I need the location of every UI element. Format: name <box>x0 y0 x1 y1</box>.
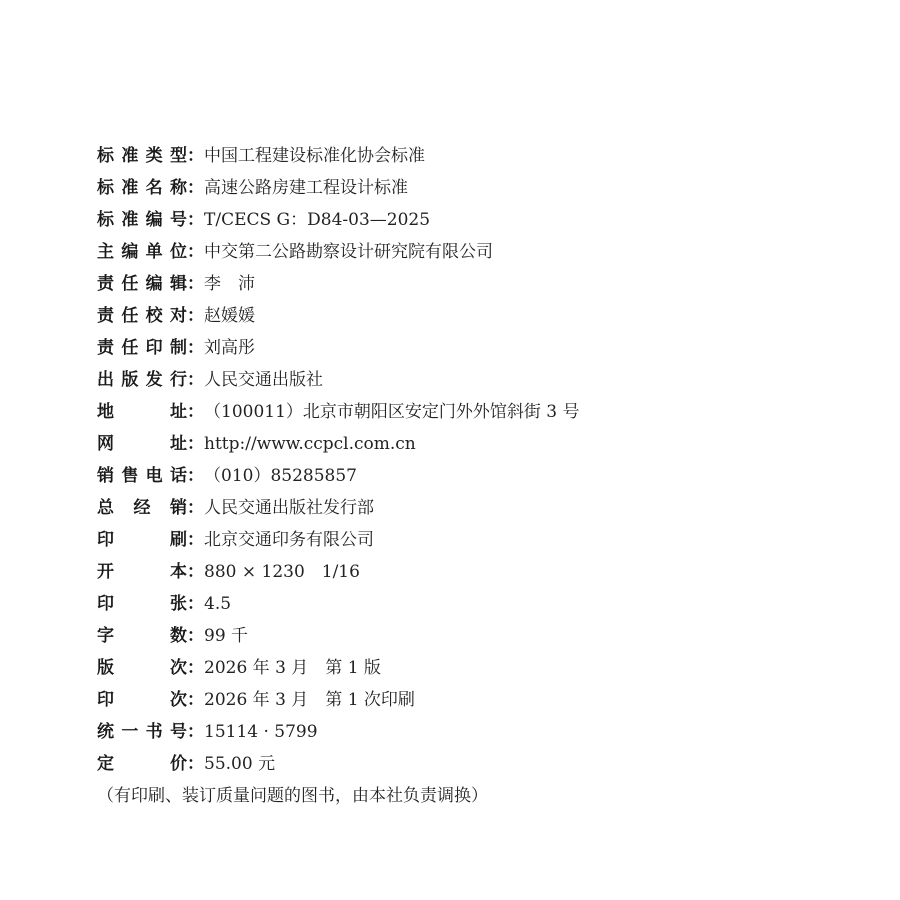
row-general-distributor <box>97 492 857 524</box>
price-value: 55.00 元 <box>204 754 276 774</box>
proofreader-value: 赵媛媛 <box>204 306 255 326</box>
colon: ： <box>187 146 204 166</box>
colon: ： <box>187 402 204 422</box>
standard-type-value: 中国工程建设标准化协会标准 <box>204 146 425 166</box>
quality-note: （有印刷、装订质量问题的图书，由本社负责调换） <box>97 786 488 806</box>
row-standard-number <box>97 204 857 236</box>
row-proofreader <box>97 300 857 332</box>
colon: ： <box>187 370 204 390</box>
print-supervisor-label: 责任印制 <box>97 338 187 358</box>
word-count-value: 99 千 <box>204 626 249 646</box>
colon: ： <box>187 498 204 518</box>
colon: ： <box>187 434 204 454</box>
standard-number-value: T/CECS G：D84-03—2025 <box>204 210 431 230</box>
publisher-value: 人民交通出版社 <box>204 370 323 390</box>
row-printer <box>97 524 857 556</box>
row-format <box>97 556 857 588</box>
row-word-count <box>97 620 857 652</box>
colon: ： <box>187 466 204 486</box>
colon: ： <box>187 530 204 550</box>
website-label: 网 址 <box>97 434 187 454</box>
printing-value: 2026 年 3 月 第 1 次印刷 <box>204 690 415 710</box>
format-label: 开 本 <box>97 562 187 582</box>
colon: ： <box>187 594 204 614</box>
colophon-info <box>97 140 857 812</box>
row-price <box>97 748 857 780</box>
colon: ： <box>187 338 204 358</box>
format-value: 880 × 1230 1/16 <box>204 562 360 582</box>
website-value: http://www.ccpcl.com.cn <box>204 434 416 454</box>
row-edition <box>97 652 857 684</box>
standard-type-label: 标准类型 <box>97 146 187 166</box>
row-publisher <box>97 364 857 396</box>
colon: ： <box>187 658 204 678</box>
address-label: 地 址 <box>97 402 187 422</box>
colon: ： <box>187 754 204 774</box>
colon: ： <box>187 274 204 294</box>
colon: ： <box>187 210 204 230</box>
colon: ： <box>187 306 204 326</box>
sales-phone-value: （010）85285857 <box>204 466 357 486</box>
row-printing <box>97 684 857 716</box>
standard-name-label: 标准名称 <box>97 178 187 198</box>
general-distributor-label: 总经销 <box>97 498 187 518</box>
edition-value: 2026 年 3 月 第 1 版 <box>204 658 381 678</box>
colon: ： <box>187 690 204 710</box>
book-number-label: 统一书号 <box>97 722 187 742</box>
printed-sheets-label: 印 张 <box>97 594 187 614</box>
row-standard-type <box>97 140 857 172</box>
word-count-label: 字 数 <box>97 626 187 646</box>
printing-label: 印 次 <box>97 690 187 710</box>
printed-sheets-value: 4.5 <box>204 594 232 614</box>
sales-phone-label: 销售电话 <box>97 466 187 486</box>
colon: ： <box>187 722 204 742</box>
row-sales-phone <box>97 460 857 492</box>
colon: ： <box>187 562 204 582</box>
print-supervisor-value: 刘高彤 <box>204 338 255 358</box>
standard-number-label: 标准编号 <box>97 210 187 230</box>
responsible-editor-value: 李 沛 <box>204 274 255 294</box>
row-standard-name <box>97 172 857 204</box>
responsible-editor-label: 责任编辑 <box>97 274 187 294</box>
row-print-supervisor <box>97 332 857 364</box>
row-website <box>97 428 857 460</box>
standard-name-value: 高速公路房建工程设计标准 <box>204 178 408 198</box>
proofreader-label: 责任校对 <box>97 306 187 326</box>
edition-label: 版 次 <box>97 658 187 678</box>
row-printed-sheets <box>97 588 857 620</box>
book-number-value: 15114 · 5799 <box>204 722 318 742</box>
general-distributor-value: 人民交通出版社发行部 <box>204 498 374 518</box>
printer-label: 印 刷 <box>97 530 187 550</box>
row-address <box>97 396 857 428</box>
row-chief-editor-unit <box>97 236 857 268</box>
price-label: 定 价 <box>97 754 187 774</box>
publisher-label: 出版发行 <box>97 370 187 390</box>
colon: ： <box>187 242 204 262</box>
printer-value: 北京交通印务有限公司 <box>204 530 374 550</box>
chief-editor-unit-value: 中交第二公路勘察设计研究院有限公司 <box>204 242 493 262</box>
colon: ： <box>187 178 204 198</box>
chief-editor-unit-label: 主编单位 <box>97 242 187 262</box>
colon: ： <box>187 626 204 646</box>
row-responsible-editor <box>97 268 857 300</box>
address-value: （100011）北京市朝阳区安定门外外馆斜街 3 号 <box>204 402 580 422</box>
row-book-number <box>97 716 857 748</box>
